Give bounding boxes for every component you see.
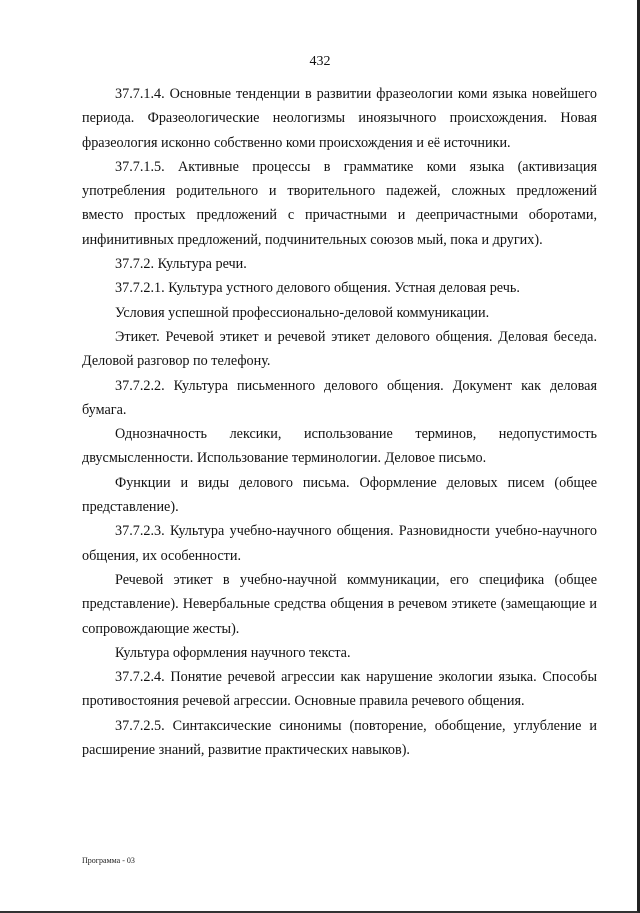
paragraph-37-7-2-5: 37.7.2.5. Синтаксические синонимы (повторение, обобщение, углубление и расширение знаний, развитие практических навыков). (82, 717, 597, 759)
paragraph-conditions: Условия успешной профессионально-деловой коммуникации. (115, 304, 490, 321)
paragraph-37-7-1-4: 37.7.1.4. Основные тенденции в развитии фразеологии коми языка новейшего периода. Фразеологические неологизмы иноязычного происхождения. Новая фразеология исконно собственно коми происхождения и её источники. (82, 86, 597, 151)
document-body (82, 82, 597, 762)
paragraph-37-7-2: 37.7.2. Культура речи. (115, 256, 247, 273)
paragraph-37-7-2-2: 37.7.2.2. Культура письменного делового общения. Документ как деловая бумага. (82, 377, 597, 418)
paragraph-letter-functions: Функции и виды делового письма. Оформление деловых писем (общее представление). (82, 474, 597, 516)
paragraph-37-7-2-1: 37.7.2.1. Культура устного делового общения. Устная деловая речь. (115, 280, 520, 297)
page-footer: Программа - 03 (82, 856, 135, 865)
paragraph-etiquette: Этикет. Речевой этикет и речевой этикет делового общения. Деловая беседа. Деловой разговор по телефону. (82, 328, 597, 370)
paragraph-37-7-2-3: 37.7.2.3. Культура учебно-научного общения. Разновидности учебно-научного общения, их особенности. (82, 523, 597, 564)
paragraph-scientific-text: Культура оформления научного текста. (115, 644, 351, 661)
paragraph-unambiguity: Однозначность лексики, использование терминов, недопустимость двусмысленности. Использование терминологии. Деловое письмо. (82, 426, 597, 467)
page-number: 432 (309, 54, 331, 69)
paragraph-37-7-2-4: 37.7.2.4. Понятие речевой агрессии как нарушение экологии языка. Способы противостояния речевой агрессии. Основные правила речевого общения. (82, 669, 597, 710)
paragraph-37-7-1-5: 37.7.1.5. Активные процессы в грамматике коми языка (активизация употребления родительного и творительного падежей, сложных предложений вместо простых предложений с причастными и деепричастными оборотами, инфинитивных предложений, подчинительных союзов мый, пока и других). (82, 158, 597, 248)
paragraph-speech-etiquette: Речевой этикет в учебно-научной коммуникации, его специфика (общее представление). Невербальные средства общения в речевом этикете (замещающие и сопровождающие жесты). (82, 571, 597, 637)
